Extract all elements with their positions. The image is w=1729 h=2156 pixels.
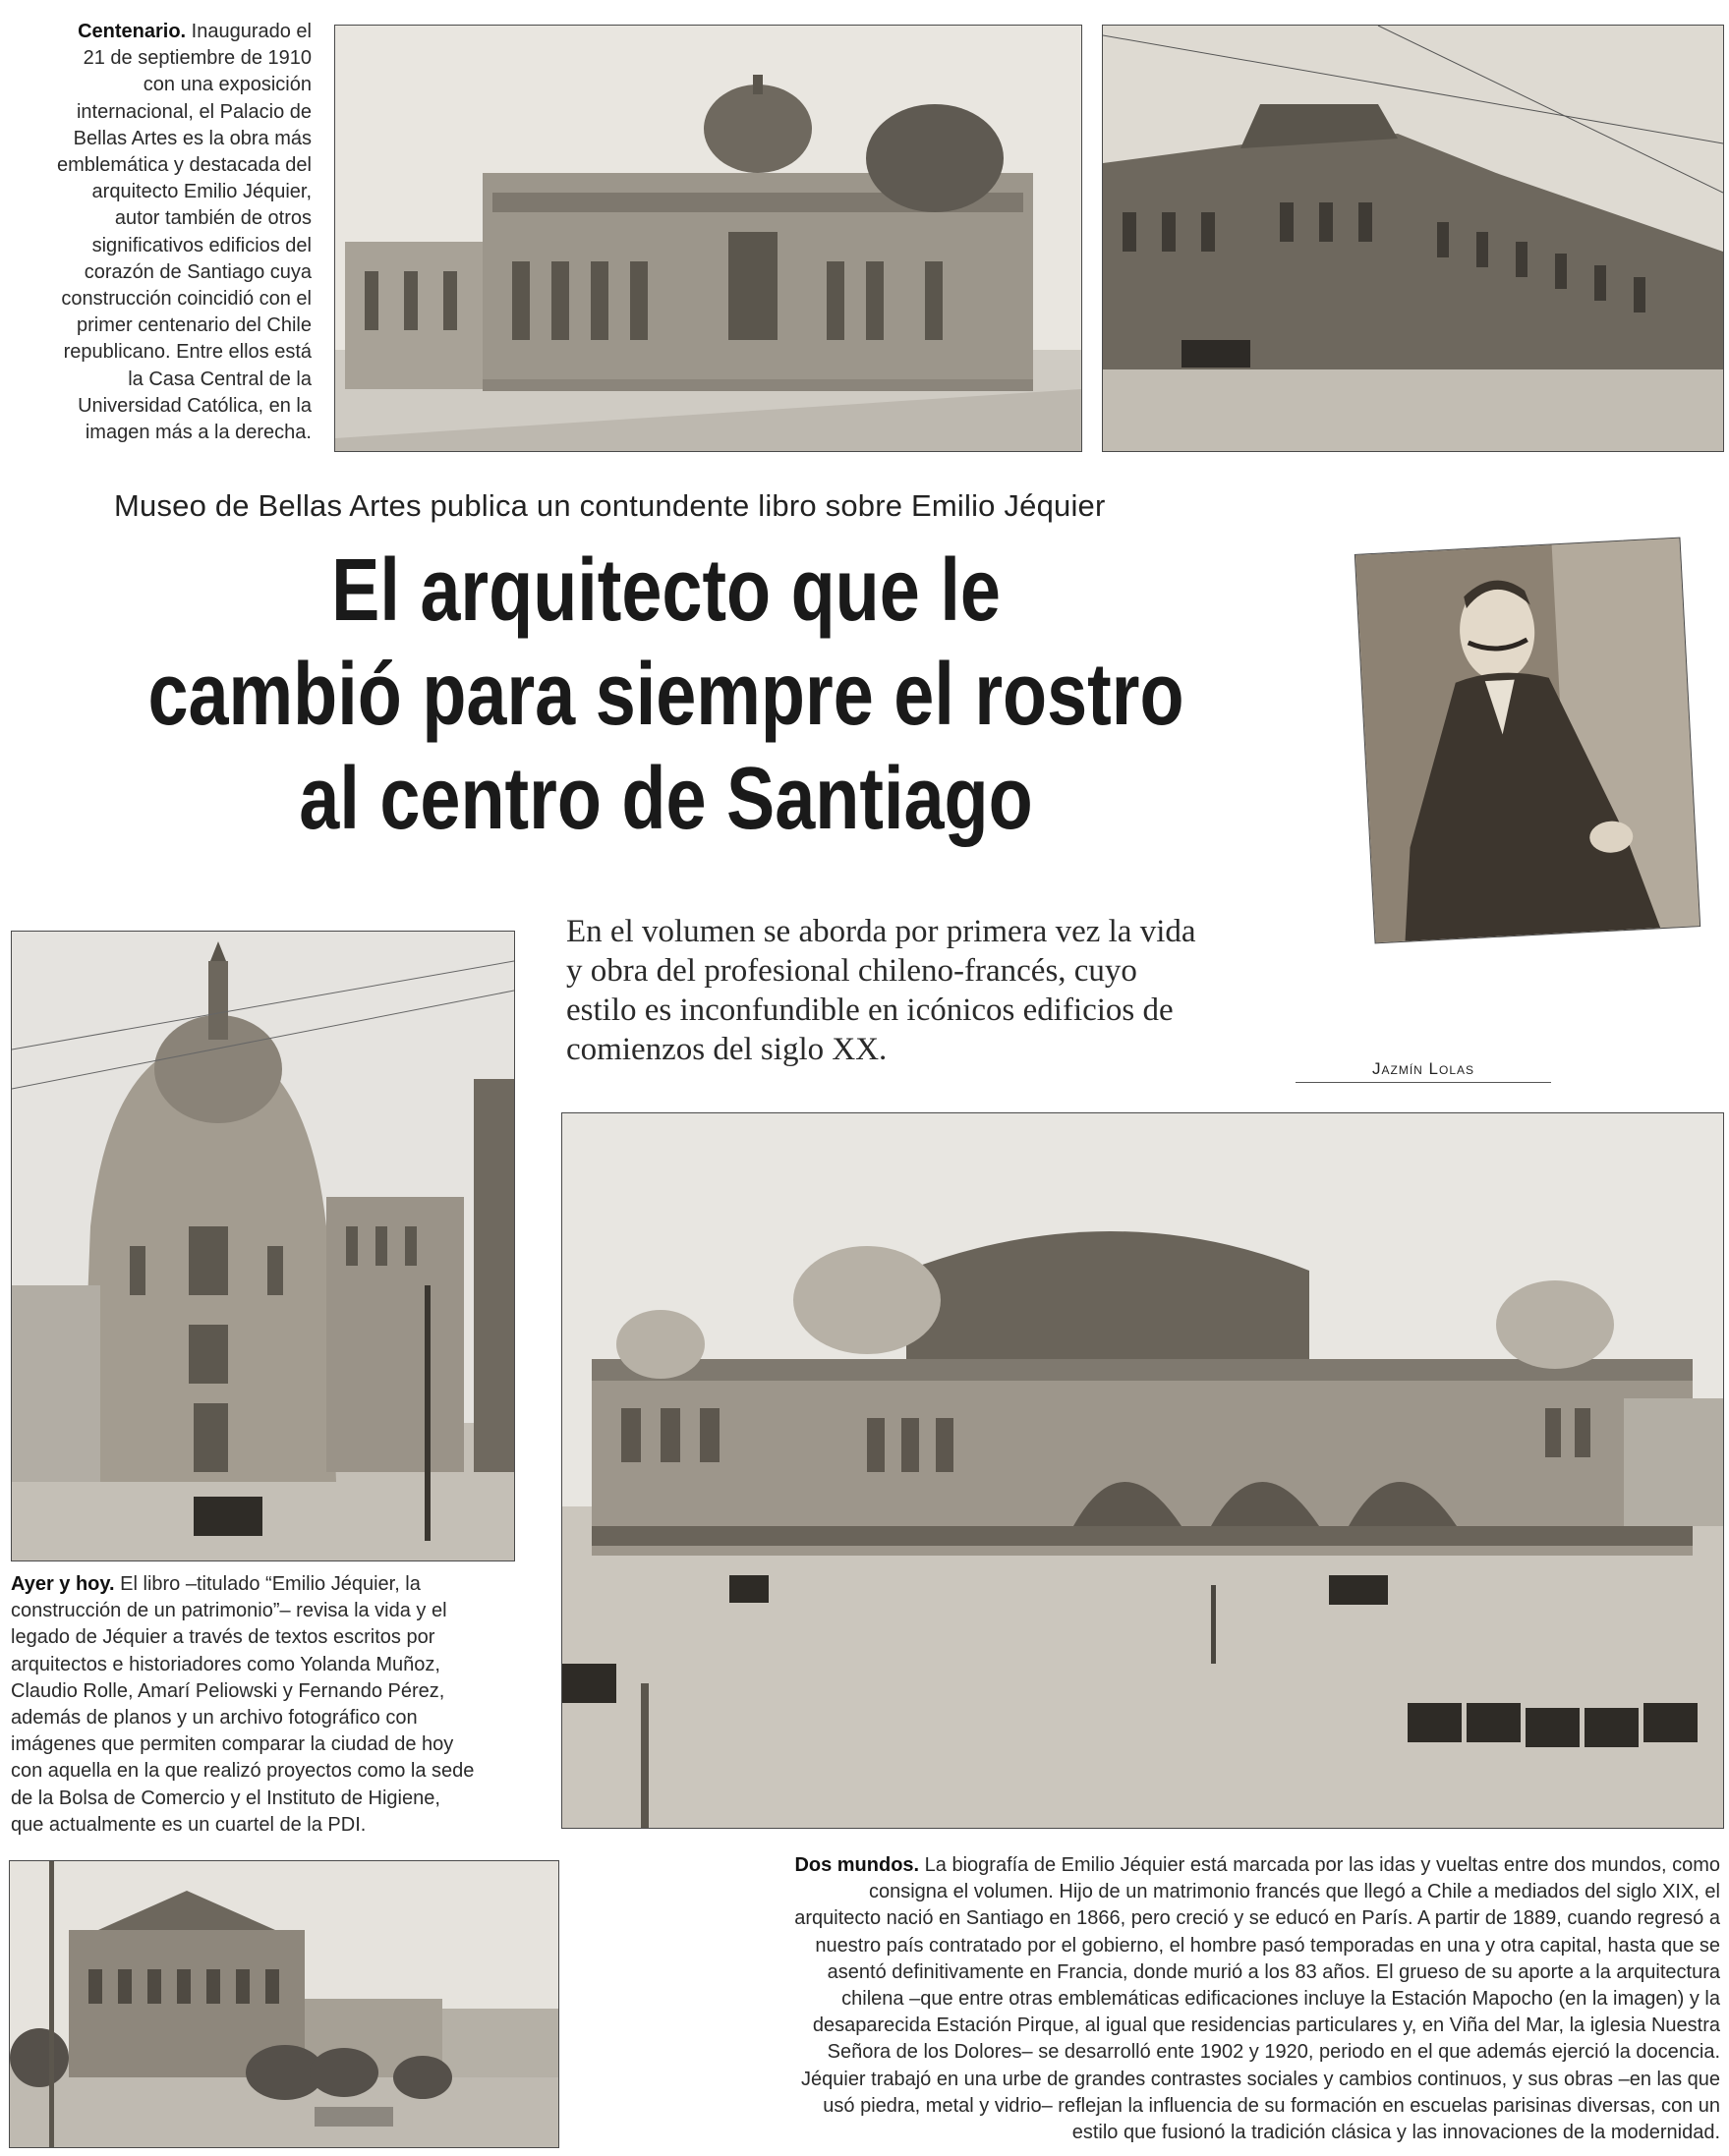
lead-line: estilo es inconfundible en icónicos edificios de <box>566 993 1174 1028</box>
caption-line: desaparecida Estación Pirque, al igual que residencias particulares y, en Viña del Mar, la iglesia Nuestra <box>812 2014 1720 2037</box>
caption-line: internacional, el Palacio de <box>76 100 312 123</box>
lead-line: En el volumen se aborda por primera vez la vida <box>566 914 1196 949</box>
caption-line: con una exposición <box>143 74 312 96</box>
caption-line: consigna el volumen. Hijo de un matrimonio francés que llegó a Chile a mediados del siglo XIX, el <box>868 1881 1720 1903</box>
caption-centenario-title: Centenario. <box>78 21 187 42</box>
caption-line: asentó definitivamente en Francia, donde murió a los 83 años. El grueso de su aporte a la arquitectura <box>827 1960 1720 1983</box>
caption-line: El libro –titulado “Emilio Jéquier, la <box>120 1573 421 1595</box>
caption-centenario <box>10 19 312 446</box>
caption-line: Jéquier trabajó en una urbe de grandes contrastes sociales y cambios continuos, y sus obras –en las que <box>801 2068 1720 2090</box>
caption-line: primer centenario del Chile <box>76 314 312 337</box>
photo-palacio-bellas-artes <box>334 25 1082 452</box>
caption-line: usó piedra, metal y vidrio– reflejan la influencia de su formación en escuelas parisinas diversas, con un <box>823 2094 1720 2117</box>
caption-line: La biografía de Emilio Jéquier está marcada por las idas y vueltas entre dos mundos, como <box>924 1854 1720 1876</box>
caption-line: chilena –que entre otras emblemáticas edificaciones incluye la Estación Mapocho (en la imagen) y la <box>841 1988 1720 2011</box>
caption-line: Inaugurado el <box>191 21 312 42</box>
caption-line: arquitectos e historiadores como Yolanda Muñoz, <box>11 1653 440 1675</box>
caption-line: estilo que fusionó la tradición clásica y las innovaciones de la modernidad. <box>1071 2122 1720 2144</box>
caption-line: con aquella en la que realizó proyectos como la sede <box>11 1760 475 1783</box>
caption-line: además de planos y un archivo fotográfico con <box>11 1707 418 1730</box>
caption-line: corazón de Santiago cuya <box>84 260 312 283</box>
headline-line-1: El arquitecto que le <box>331 541 1001 640</box>
headline-line-2: cambió para siempre el rostro <box>147 646 1184 744</box>
headline-line-3: al centro de Santiago <box>299 750 1033 848</box>
article-headline <box>0 539 1332 851</box>
caption-line: arquitecto nació en Santiago en 1866, pero creció y se educó en París. A partir de 1889, cuando regresó a <box>794 1907 1720 1930</box>
caption-line: Señora de los Dolores– se desarrolló ente 1902 y 1920, periodo en el que además ejerció la docencia. <box>827 2041 1720 2064</box>
caption-line: imagen más a la derecha. <box>85 422 312 444</box>
caption-line: la Casa Central de la <box>128 368 312 390</box>
article-lead <box>566 912 1313 1069</box>
photo-bolsa-de-comercio <box>11 931 515 1561</box>
caption-dos-mundos <box>688 1852 1720 2146</box>
lead-line: comienzos del siglo XX. <box>566 1032 888 1067</box>
caption-line: Claudio Rolle, Amarí Peliowski y Fernando Pérez, <box>11 1679 445 1702</box>
caption-line: Universidad Católica, en la <box>78 394 312 417</box>
caption-line: republicano. Entre ellos está <box>63 341 312 364</box>
photo-estacion-mapocho <box>561 1112 1724 1829</box>
article-byline: Jazmín Lolas <box>1371 1059 1475 1078</box>
lead-line: y obra del profesional chileno-francés, cuyo <box>566 953 1137 989</box>
caption-line: construcción coincidió con el <box>61 288 312 311</box>
byline-rule <box>1296 1082 1551 1083</box>
caption-line: autor también de otros <box>114 207 312 230</box>
photo-casa-central-uc <box>1102 25 1724 452</box>
caption-dos-mundos-title: Dos mundos. <box>794 1854 920 1876</box>
caption-line: arquitecto Emilio Jéquier, <box>91 181 312 203</box>
photo-estacion-pirque <box>9 1860 559 2148</box>
caption-line: emblemática y destacada del <box>56 154 312 177</box>
article-kicker: Museo de Bellas Artes publica un contundente libro sobre Emilio Jéquier <box>114 488 1106 523</box>
photo-portrait-jequier <box>1354 538 1700 944</box>
caption-line: que actualmente es un cuartel de la PDI. <box>11 1813 367 1836</box>
caption-line: de la Bolsa de Comercio y el Instituto de Higiene, <box>11 1787 440 1809</box>
caption-line: nuestro país contratado por el gobierno, el hombre pasó temporadas en una y otra capital, hasta que se <box>815 1934 1720 1957</box>
caption-line: legado de Jéquier a través de textos escritos por <box>11 1626 435 1649</box>
caption-line: imágenes que permiten comparar la ciudad de hoy <box>11 1733 454 1756</box>
caption-line: significativos edificios del <box>91 234 312 256</box>
caption-line: 21 de septiembre de 1910 <box>83 47 312 70</box>
caption-line: Bellas Artes es la obra más <box>73 127 312 149</box>
caption-ayer-y-hoy <box>11 1571 532 1839</box>
caption-line: construcción de un patrimonio”– revisa la vida y el <box>11 1600 447 1622</box>
caption-ayer-title: Ayer y hoy. <box>11 1573 115 1595</box>
